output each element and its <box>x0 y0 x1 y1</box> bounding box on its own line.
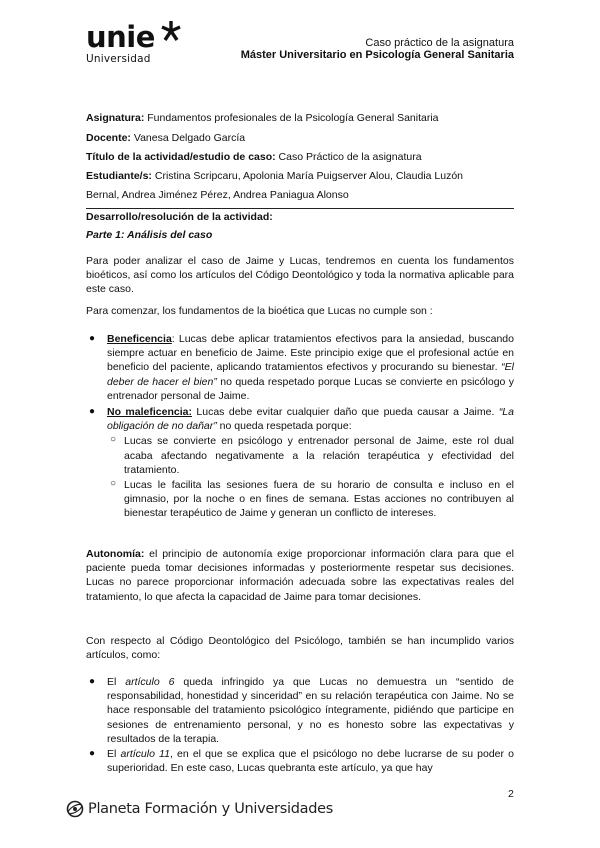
art11-text: , en el que se explica que el psicólogo no debe lucrarse de su poder o superioridad. En este caso, Lucas quebranta este artículo, ya que hay <box>107 748 514 775</box>
sub-item-horario <box>86 478 514 521</box>
art6-pre: El <box>107 676 126 688</box>
sub-item-1-text: Lucas se convierte en psicólogo y entrenador personal de Jaime, este rol dual acaba afectando negativamente a la relación terapéutica y efectividad del tratamiento. <box>124 435 514 476</box>
page-number: 2 <box>508 788 514 800</box>
meta-docente <box>86 128 516 148</box>
meta-estudiantes <box>86 166 516 186</box>
articles-list <box>86 675 514 775</box>
list-item-no-maleficencia <box>86 405 514 433</box>
header-line-1: Caso práctico de la asignatura <box>365 37 514 49</box>
meta-estudiantes-cont <box>86 185 516 205</box>
circle-bullet-icon: ○ <box>110 434 117 446</box>
sub-item-rol-dual <box>86 434 514 477</box>
bullet-icon: ● <box>89 406 96 418</box>
footer-brand-text: Planeta Formación y Universidades <box>88 801 333 817</box>
intro2-paragraph: Para comenzar, los fundamentos de la bioética que Lucas no cumple son : <box>86 305 433 317</box>
unie-logo <box>86 22 155 65</box>
beneficencia-end: no queda respetado porque Lucas se convierte en psicólogo y entrenador personal de Jaime. <box>107 375 515 402</box>
sub-item-2-text: Lucas le facilita las sesiones fuera de su horario de consulta e incluso en el gimnasio, por la noche o en fines de semana. Estas acciones no contribuyen al bienestar terapéutico de Jaime y generan un conflicto de intereses. <box>124 479 514 520</box>
docente-value: Vanesa Delgado García <box>133 132 246 144</box>
meta-asignatura <box>86 108 516 128</box>
section-title <box>86 210 514 224</box>
codigo-intro-paragraph: Con respecto al Código Deontológico del Psicólogo, también se han incumplido varios artículos, como: <box>86 635 514 662</box>
art6-label: artículo 6 <box>125 676 175 688</box>
autonomia-text: el principio de autonomía exige proporcionar información clara para que el paciente pueda tomar decisiones informadas y posteriormente respetar sus decisiones. Lucas no parece proporcionar información adecuada sobre las expectativas reales del tratamiento, lo que afecta la capacidad de Jaime para tomar decisiones. <box>86 548 514 603</box>
art6-text: queda infringido ya que Lucas no demuestra un “sentido de responsabilidad, honestidad y sinceridad” en su relación terapéutica con Jaime. No se hace responsable del tratamiento psicológico íntegramente, pidiéndo que participe en sesiones de entrenamiento personal, y no es honesto sobre las expectativas y resultados de la terapia. <box>107 676 514 745</box>
list-item-articulo-11 <box>86 747 514 775</box>
art11-pre: El <box>107 748 121 761</box>
beneficencia-label: Beneficencia <box>107 333 172 345</box>
list-item-beneficencia <box>86 332 514 403</box>
beneficencia-text: : Lucas debe aplicar tratamientos efectivos para la ansiedad, buscando siempre actuar en beneficio de Jaime. Este principio exige que el profesional actúe en beneficio del paciente, aplicando tratamientos efectivos y procurando su bienestar. <box>107 333 514 374</box>
bullet-icon: ● <box>89 748 96 760</box>
estudiantes-value-1: Cristina Scripcaru, Apolonia María Puigserver Alou, Claudia Luzón <box>154 170 464 182</box>
autonomia-paragraph <box>86 547 514 604</box>
section-title-text: Desarrollo/resolución de la actividad: <box>86 211 273 223</box>
header-line-2: Máster Universitario en Psicología General Sanitaria <box>240 49 514 61</box>
section-divider <box>86 208 514 209</box>
autonomia-label: Autonomía: <box>86 548 145 560</box>
asignatura-label: Asignatura: <box>86 112 145 124</box>
docente-label: Docente: <box>86 132 131 144</box>
estudiantes-value-2: Bernal, Andrea Jiménez Pérez, Andrea Paniagua Alonso <box>86 189 349 201</box>
intro-paragraph: Para poder analizar el caso de Jaime y Lucas, tendremos en cuenta los fundamentos bioéticos, así como los artículos del Código Deontológico y toda la normativa aplicable para este caso. <box>86 255 514 296</box>
bullet-icon: ● <box>89 676 96 687</box>
asignatura-value: Fundamentos profesionales de la Psicología General Sanitaria <box>147 112 439 124</box>
estudiantes-label: Estudiante/s: <box>86 170 152 182</box>
no-maleficencia-quote: “La obligación de no dañar” <box>107 406 514 433</box>
beneficencia-quote: “El deber de hacer el bien” <box>107 361 514 388</box>
logo-subtitle: Universidad <box>86 53 151 65</box>
logo-asterisk-icon <box>160 20 182 42</box>
circle-bullet-icon: ○ <box>110 478 117 490</box>
no-maleficencia-end: no queda respetada porque: <box>216 420 352 433</box>
part-title-text: Parte 1: Análisis del caso <box>86 229 213 241</box>
logo-word: unie <box>86 20 155 54</box>
part-title <box>86 228 514 242</box>
titulo-label: Título de la actividad/estudio de caso: <box>86 151 276 163</box>
list-item-articulo-6 <box>86 675 514 746</box>
art11-label: artículo 11 <box>120 748 170 761</box>
header-course-info <box>241 37 514 61</box>
footer-brand <box>66 800 333 818</box>
no-maleficencia-label: No maleficencia: <box>107 406 192 419</box>
no-maleficencia-text: Lucas debe evitar cualquier daño que pueda causar a Jaime. <box>191 406 499 419</box>
meta-titulo <box>86 147 516 167</box>
planeta-globe-icon <box>66 800 84 818</box>
titulo-value: Caso Práctico de la asignatura <box>278 151 422 163</box>
bullet-icon: ● <box>89 333 96 344</box>
bioethics-list <box>86 332 514 521</box>
